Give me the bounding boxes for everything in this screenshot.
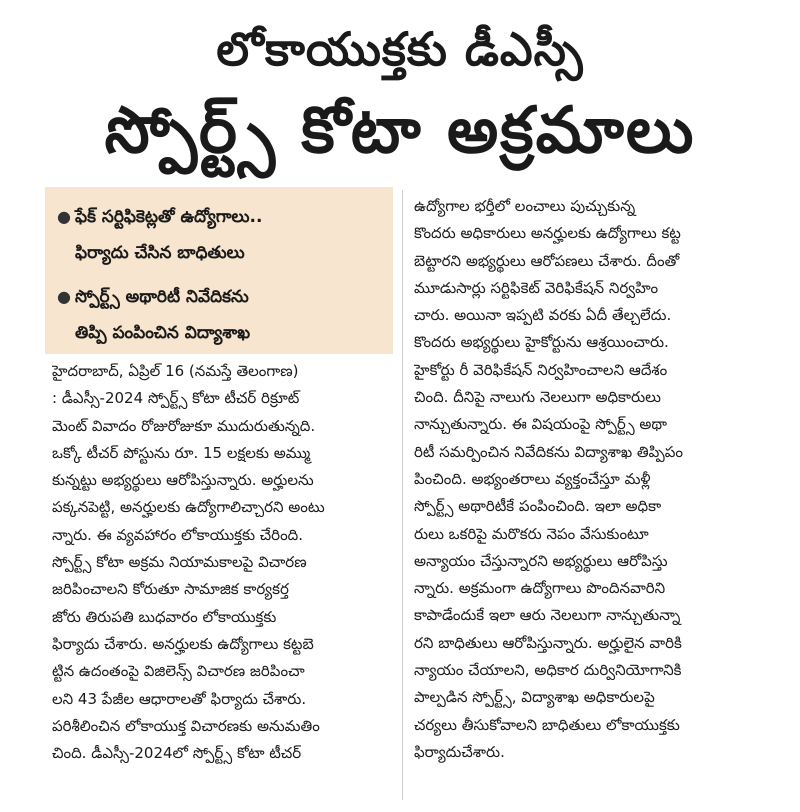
text-line: రని బాధితులు ఆరోపిస్తున్నారు. అర్హులైన వారికి: [414, 633, 682, 652]
text-line: లని 43 పేజీల ఆధారాలతో ఫిర్యాదు చేశారు.: [52, 689, 307, 708]
text-line: మెంట్ వివాదం రోజురోజుకూ ముదురుతున్నది.: [52, 416, 316, 435]
bullet-icon: ●: [57, 207, 71, 226]
text-line: చింది. దీనిపై నాలుగు నెలలుగా అధికారులు: [414, 388, 661, 407]
article-column-left: [52, 358, 392, 767]
text-line: కొందరు అధికారులు అనర్హులకు ఉద్యోగాలు కట్ట: [414, 224, 681, 243]
text-line: చర్యలు తీసుకోవాలని బాధితులు లోకాయుక్తకు: [414, 715, 680, 734]
text-line: ఉద్యోగాల భర్తీలో లంచాలు పుచ్చుకున్న: [414, 197, 636, 215]
text-line: కాపాడేందుకే ఇలా ఆరు నెలలుగా నాన్చుతున్నా: [414, 606, 681, 625]
text-line: జోరు తిరుపతి బుధవారం లోకాయుక్తకు: [52, 607, 277, 626]
text-line: మూడుసార్లు సర్టిఫికెట్ వెరిఫికేషన్ నిర్వహిం: [414, 278, 659, 297]
text-line: స్పోర్ట్స్ కోటా అక్రమ నియామకాలపై విచారణ: [52, 553, 307, 572]
headline-line-2: స్పోర్ట్స్ కోటా అక్రమాలు: [104, 94, 696, 168]
text-line: హైకోర్టు రీ వెరిఫికేషన్ నిర్వహించాలని ఆదేశం: [414, 360, 668, 379]
text-line: హైదరాబాద్, ఏప్రిల్ 16 (నమస్తే తెలంగాణ): [52, 362, 299, 380]
text-line: పించింది. అభ్యంతరాలు వ్యక్తంచేస్తూ మళ్లీ: [414, 469, 651, 488]
text-line: న్నారు. ఈ వ్యవహారం లోకాయుక్తకు చేరింది.: [52, 525, 304, 544]
text-line: న్యాయం చేయాలని, అధికార దుర్వినియోగానికి: [414, 661, 682, 680]
headline-line-1: లోకాయుక్తకు డీఎస్సీ: [216, 22, 584, 76]
text-line: పాల్పడిన స్పోర్ట్స్, విద్యాశాఖ అధికారులపై: [414, 688, 655, 707]
text-line: అన్యాయం చేస్తున్నారని అభ్యర్థులు ఆరోపిస్తు: [414, 551, 668, 570]
text-line: జరిపించాలని కోరుతూ సామాజిక కార్యకర్త: [52, 580, 289, 599]
highlight-line: ఫేక్ సర్టిఫికెట్లతో ఉద్యోగాలు..: [75, 207, 263, 227]
text-line: నాన్చుతున్నారు. ఈ విషయంపై స్పోర్ట్స్ అథా: [414, 415, 668, 434]
text-line: కున్నట్టు అభ్యర్థులు ఆరోపిస్తున్నారు. అర్హులను: [52, 471, 314, 490]
highlight-item: [57, 279, 387, 351]
article-column-right: [414, 193, 766, 766]
highlight-line: ఫిర్యాదు చేసిన బాధితులు: [75, 243, 245, 263]
text-line: చారు. అయినా ఇప్పటి వరకు ఏదీ తేల్చలేదు.: [414, 306, 672, 325]
highlight-box: [45, 187, 393, 354]
text-line: : డీఎస్సీ-2024 స్పోర్ట్స్ కోటా టీచర్ రిక్రూట్: [52, 389, 300, 408]
text-line: రిటీ సమర్పించిన నివేదికను విద్యాశాఖ తిప్పిపం: [414, 442, 684, 461]
text-line: పరిశీలించిన లోకాయుక్త విచారణకు అనుమతిం: [52, 716, 320, 735]
text-line: ట్టిన ఉదంతంపై విజిలెన్స్ విచారణ జరిపించా: [52, 662, 305, 681]
text-line: స్పోర్ట్స్ అథారిటీకే పంపించింది. ఇలా అధికా: [414, 497, 662, 516]
text-line: బెట్టారని అభ్యర్థులు ఆరోపణలు చేశారు. దీంతో: [414, 251, 680, 270]
text-line: చింది. డీఎస్సీ-2024లో స్పోర్ట్స్ కోటా టీచర్: [52, 744, 302, 763]
highlight-item: [57, 199, 387, 271]
text-line: పక్కనపెట్టి, అనర్హులకు ఉద్యోగాలిచ్చారని అంటు: [52, 498, 325, 517]
text-line: ఒక్కో టీచర్ పోస్టును రూ. 15 లక్షలకు అమ్ము: [52, 443, 311, 462]
highlight-line: స్పోర్ట్స్ అథారిటీ నివేదికను: [75, 287, 249, 307]
highlight-line: తిప్పి పంపించిన విద్యాశాఖ: [75, 323, 251, 343]
text-line: రులు ఒకరిపై మరొకరు నెపం వేసుకుంటూ: [414, 524, 649, 543]
bullet-icon: ●: [57, 287, 71, 306]
text-line: ఫిర్యాదు చేశారు. అనర్హులకు ఉద్యోగాలు కట్టబె: [52, 634, 314, 653]
column-divider: [402, 190, 403, 800]
headline: [0, 0, 800, 185]
text-line: ఫిర్యాదుచేశారు.: [414, 742, 505, 761]
text-line: కొందరు అభ్యర్థులు హైకోర్టును ఆశ్రయించారు.: [414, 333, 669, 352]
text-line: న్నారు. అక్రమంగా ఉద్యోగాలు పొందినవారిని: [414, 579, 666, 598]
